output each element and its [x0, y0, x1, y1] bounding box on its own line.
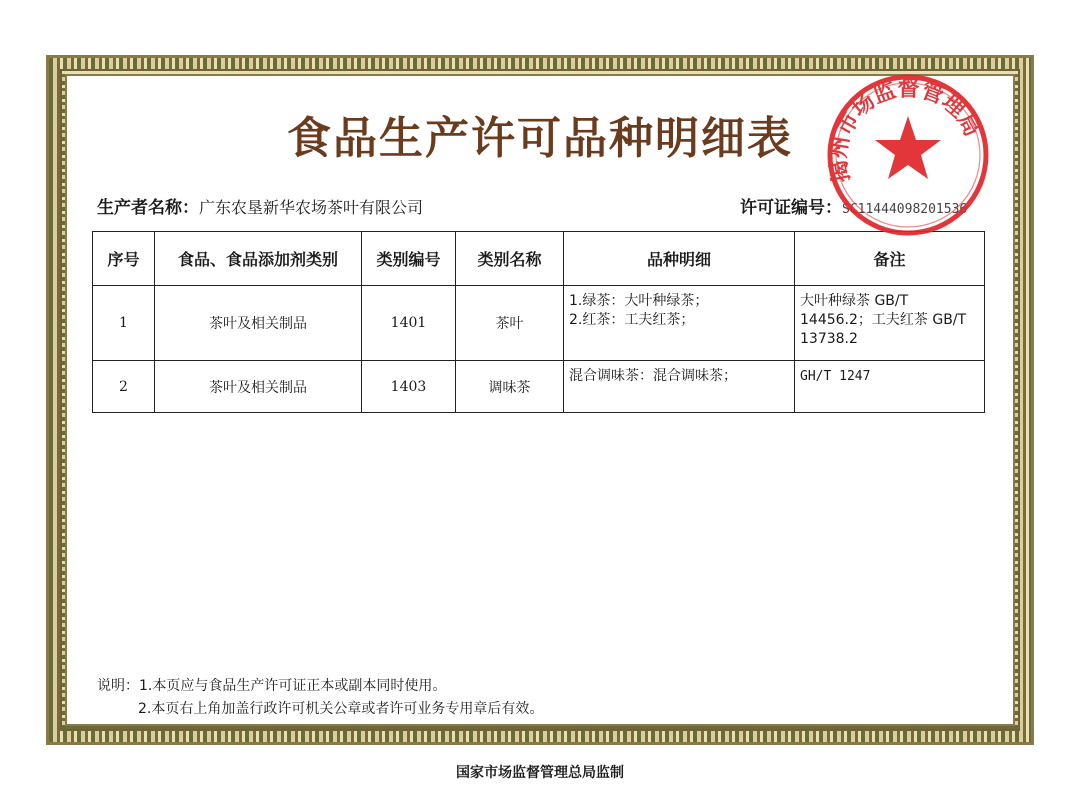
cell-remarks [795, 361, 985, 413]
header-name: 类别名称 [456, 232, 564, 286]
star-icon [875, 116, 941, 179]
remark-line: 14456.2；工夫红茶 GB/T [800, 312, 967, 328]
note-line-1: 说明：1.本页应与食品生产许可证正本或副本同时使用。 [97, 678, 447, 694]
table-row [93, 361, 985, 413]
cell-category: 茶叶及相关制品 [155, 286, 362, 361]
product-detail-table [92, 231, 985, 413]
cell-details [564, 361, 795, 413]
notes-section [97, 675, 543, 721]
producer-name: 广东农垦新华农场茶叶有限公司 [199, 198, 424, 217]
header-category: 食品、食品添加剂类别 [155, 232, 362, 286]
table-header-row [93, 232, 985, 286]
remark-line: GH/T 1247 [800, 369, 871, 384]
note-line-2: 2.本页右上角加盖行政许可机关公章或者许可业务专用章后有效。 [138, 701, 544, 717]
cell-seq: 1 [93, 286, 155, 361]
detail-line: 2.红茶：工夫红茶； [569, 312, 695, 328]
detail-line: 混合调味茶：混合调味茶； [569, 368, 737, 384]
license-number: SC11444098201536 [842, 202, 968, 217]
cell-details [564, 286, 795, 361]
footer-supervisor: 国家市场监督管理总局监制 [456, 765, 624, 781]
official-seal-stamp [825, 72, 991, 238]
license-label: 许可证编号： [740, 198, 842, 218]
header-seq: 序号 [93, 232, 155, 286]
seal-text: 揭州市场监督管理局 [825, 75, 986, 185]
cell-seq: 2 [93, 361, 155, 413]
detail-line: 1.绿茶：大叶种绿茶； [569, 293, 709, 309]
cell-code: 1403 [362, 361, 456, 413]
table-row [93, 286, 985, 361]
cell-name: 调味茶 [456, 361, 564, 413]
cell-category: 茶叶及相关制品 [155, 361, 362, 413]
remark-line: 13738.2 [800, 331, 858, 347]
header-code: 类别编号 [362, 232, 456, 286]
cell-name: 茶叶 [456, 286, 564, 361]
remark-line: 大叶种绿茶 GB/T [800, 293, 909, 309]
producer-row [97, 193, 423, 218]
header-remarks: 备注 [795, 232, 985, 286]
cell-code: 1401 [362, 286, 456, 361]
producer-label: 生产者名称： [97, 198, 199, 218]
header-details: 品种明细 [564, 232, 795, 286]
document-title: 食品生产许可品种明细表 [287, 113, 793, 164]
cell-remarks [795, 286, 985, 361]
